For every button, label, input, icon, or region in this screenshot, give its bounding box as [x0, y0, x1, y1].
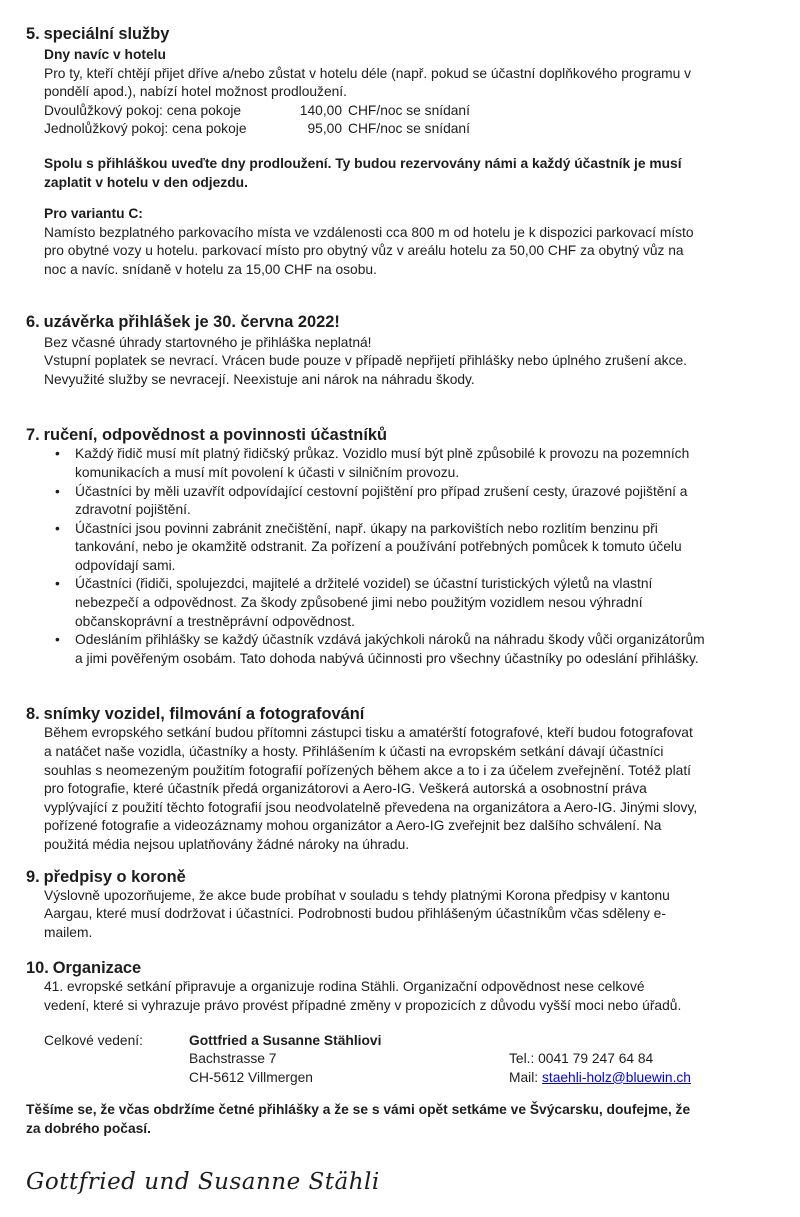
section-7-number: 7.	[26, 426, 40, 445]
text-line: Pro ty, kteří chtějí přijet dříve a/nebo zůstat v hotelu déle (např. pokud se účastní doplňkového programu v	[44, 65, 692, 81]
contact-mail	[509, 1069, 775, 1088]
bullet-icon: •	[55, 520, 60, 536]
text-line: souhlas s neomezeným použitím fotografií pořízených během akce a to i za účelem zveřejnění. Totéž platí	[44, 762, 692, 778]
bullet-icon: •	[55, 632, 60, 648]
variant-c-subheading: Pro variantu C:	[44, 206, 143, 222]
text-line: zaplatit v hotelu v den odjezdu.	[44, 174, 248, 190]
bullet-icon: •	[55, 446, 60, 462]
text-line: Účastníci by měli uzavřít odpovídající cestovní pojištění pro případ zrušení cesty, úrazové pojištění a	[75, 483, 688, 499]
mail-label: Mail:	[509, 1069, 539, 1085]
section-9-number: 9.	[26, 867, 40, 886]
price-unit: CHF/noc se snídaní	[348, 121, 470, 137]
list-item	[55, 520, 775, 576]
bullet-text	[75, 520, 682, 576]
section-5-heading	[26, 24, 775, 44]
organization-paragraph	[44, 978, 775, 1015]
section-10-title: Organizace	[52, 959, 142, 978]
photography-paragraph	[44, 724, 775, 854]
email-link[interactable]: staehli-holz@bluewin.ch	[541, 1069, 691, 1085]
text-line: odpovídají sami.	[75, 557, 176, 573]
text-line: občanskoprávní a trestněprávní odpovědnost.	[75, 613, 355, 629]
price-label: Jednolůžkový pokoj: cena pokoje	[44, 121, 247, 137]
liability-bullet-list	[55, 445, 775, 668]
variant-c-paragraph	[44, 224, 775, 280]
text-line: pořízené fotografie a videozáznamy mohou organizátor a Aero-IG zveřejnit bez dalšího schválení. Na	[44, 818, 662, 834]
contact-name: Gottfried a Susanne Stähliovi	[189, 1032, 382, 1048]
deadline-paragraph	[44, 334, 775, 390]
text-line: za dobrého počasí.	[26, 1120, 151, 1136]
text-line: Výslovně upozorňujeme, že akce bude probíhat v souladu s tehdy platnými Korona předpisy v kantonu	[44, 887, 670, 903]
corona-paragraph	[44, 887, 775, 943]
registration-bold-note	[44, 155, 775, 192]
section-6-title: uzávěrka přihlášek je 30. června 2022!	[43, 312, 340, 331]
text-line: tankování, nebo je okamžitě odstranit. Za pořízení a používání potřebných pomůcek k tomuto účelu	[75, 539, 682, 555]
text-line: Bez včasné úhrady startovného je přihláška neplatná!	[44, 334, 372, 350]
contact-row	[44, 1069, 775, 1088]
text-line: Těšíme se, že včas obdržíme četné přihlášky a že se s vámi opět setkáme ve Švýcarsku, doufejme, že	[26, 1102, 691, 1118]
contact-row	[44, 1032, 775, 1051]
text-line: zdravotní pojištění.	[75, 502, 191, 518]
bullet-text	[75, 631, 705, 668]
text-line: Během evropského setkání budou přítomni zástupci tisku a amatérští fotografové, kteří budou fotografovat	[44, 725, 693, 741]
bullet-text	[75, 575, 652, 631]
price-label: Dvoulůžkový pokoj: cena pokoje	[44, 102, 242, 118]
contact-label: Celkové vedení:	[44, 1032, 143, 1048]
section-9-title: předpisy o koroně	[43, 867, 186, 886]
contact-street: Bachstrasse 7	[189, 1051, 277, 1067]
section-7-title: ručení, odpovědnost a povinnosti účastníků	[43, 426, 388, 445]
list-item	[55, 631, 775, 668]
section-5-number: 5.	[26, 25, 40, 43]
text-line: Nevyužité služby se nevracejí. Neexistuje ani nárok na náhradu škody.	[44, 371, 475, 387]
text-line: pro obytné vozy u hotelu. parkovací místo pro obytný vůz v areálu hotelu za 50,00 CHF za obytný vůz na	[44, 243, 684, 259]
text-line: Účastníci (řidiči, spolujezdci, majitelé a držitelé vozidel) se účastní turistických výletů na vlastní	[75, 576, 653, 592]
text-line: Odesláním přihlášky se každý účastník vzdává jakýchkoli nároků na náhradu škody vůči organizátorům	[75, 632, 705, 648]
text-line: použitá média nejsou uplatňovány žádné nároky na úhradu.	[44, 837, 410, 852]
text-line: 41. evropské setkání připravuje a organizuje rodina Stähli. Organizační odpovědnost nese celkové	[44, 979, 645, 995]
list-item	[55, 483, 775, 520]
contact-spacer	[509, 1032, 775, 1051]
extra-days-subheading: Dny navíc v hotelu	[44, 47, 166, 62]
contact-row	[44, 1050, 775, 1069]
contact-phone: Tel.: 0041 79 247 64 84	[509, 1051, 654, 1067]
text-line: Aargau, které musí dodržovat i účastníci. Podrobnosti budou přihlášeným účastníkům včas sděleny e-	[44, 906, 666, 922]
price-unit: CHF/noc se snídaní	[348, 102, 470, 118]
bullet-text	[75, 483, 687, 520]
extra-days-paragraph	[44, 65, 775, 102]
list-item	[55, 575, 775, 631]
contact-spacer	[44, 1069, 189, 1088]
text-line: noc a navíc. snídaně v hotelu za 15,00 CHF na osobu.	[44, 261, 377, 277]
section-8-heading	[26, 704, 775, 724]
bullet-icon: •	[55, 576, 60, 592]
section-8-number: 8.	[26, 705, 40, 724]
text-line: Namísto bezplatného parkovacího místa ve vzdálenosti cca 800 m od hotelu je k dispozici parkovací místo	[44, 224, 694, 240]
price-value: 95,00	[307, 121, 342, 137]
price-value: 140,00	[299, 102, 342, 118]
text-line: a jimi pověřeným osobám. Tato dohoda nabývá účinnosti pro všechny účastníky po odeslání přihlášky.	[75, 650, 699, 666]
section-10-number: 10.	[26, 959, 49, 978]
closing-paragraph	[26, 1101, 748, 1138]
section-6-heading	[26, 312, 775, 332]
section-5-title: speciální služby	[43, 25, 170, 43]
contact-city: CH-5612 Villmergen	[189, 1069, 313, 1085]
text-line: komunikacích a musí mít povolení k účasti v silničním provozu.	[75, 464, 460, 480]
section-9-heading	[26, 867, 775, 887]
text-line: mailem.	[44, 924, 93, 940]
text-line: Každý řidič musí mít platný řidičský průkaz. Vozidlo musí být plně způsobilé k provozu na pozemních	[75, 446, 690, 462]
bullet-icon: •	[55, 483, 60, 499]
price-row-double	[44, 102, 775, 121]
section-10-heading	[26, 958, 775, 978]
list-item	[55, 445, 775, 482]
section-7-heading	[26, 425, 775, 445]
text-line: a natáčet naše vozidla, účastníky a hosty. Přihlášením k účasti na evropském setkání dávají účastníci	[44, 744, 664, 760]
text-line: nebezpečí a odpovědnost. Za škody způsobené jimi nebo použitým vozidlem nesou výhradní	[75, 595, 643, 611]
section-6-number: 6.	[26, 312, 40, 331]
text-line: pondělí apod.), nabízí hotel možnost prodloužení.	[44, 84, 347, 100]
text-line: Účastníci jsou povinni zabránit znečištění, např. úkapy na parkovištích nebo rozlitím benzinu při	[75, 520, 658, 536]
contact-spacer	[44, 1050, 189, 1069]
text-line: Vstupní poplatek se nevrací. Vrácen bude pouze v případě nepřijetí přihlášky nebo úplného zrušení akce.	[44, 353, 687, 369]
handwritten-signature: Gottfried und Susanne Stähli	[26, 1168, 380, 1195]
text-line: Spolu s přihláškou uveďte dny prodloužení. Ty budou rezervovány námi a každý účastník je musí	[44, 155, 682, 171]
text-line: vedení, které si vyhrazuje právo provést případné změny v propozicích z důvodu vyšší moci nebo úřadů.	[44, 997, 682, 1013]
section-8-title: snímky vozidel, filmování a fotografování	[43, 705, 365, 724]
bullet-text	[75, 445, 689, 482]
contact-block	[44, 1032, 775, 1088]
text-line: vyplývající z použití těchto fotografií jsou neodvolatelně převedena na organizátora a Aero-IG. Jinými slovy,	[44, 799, 698, 815]
text-line: pro fotografie, které účastník předá organizátorovi a Aero-IG. Veškerá autorská a osobnostní práva	[44, 781, 647, 797]
price-row-single	[44, 120, 775, 139]
